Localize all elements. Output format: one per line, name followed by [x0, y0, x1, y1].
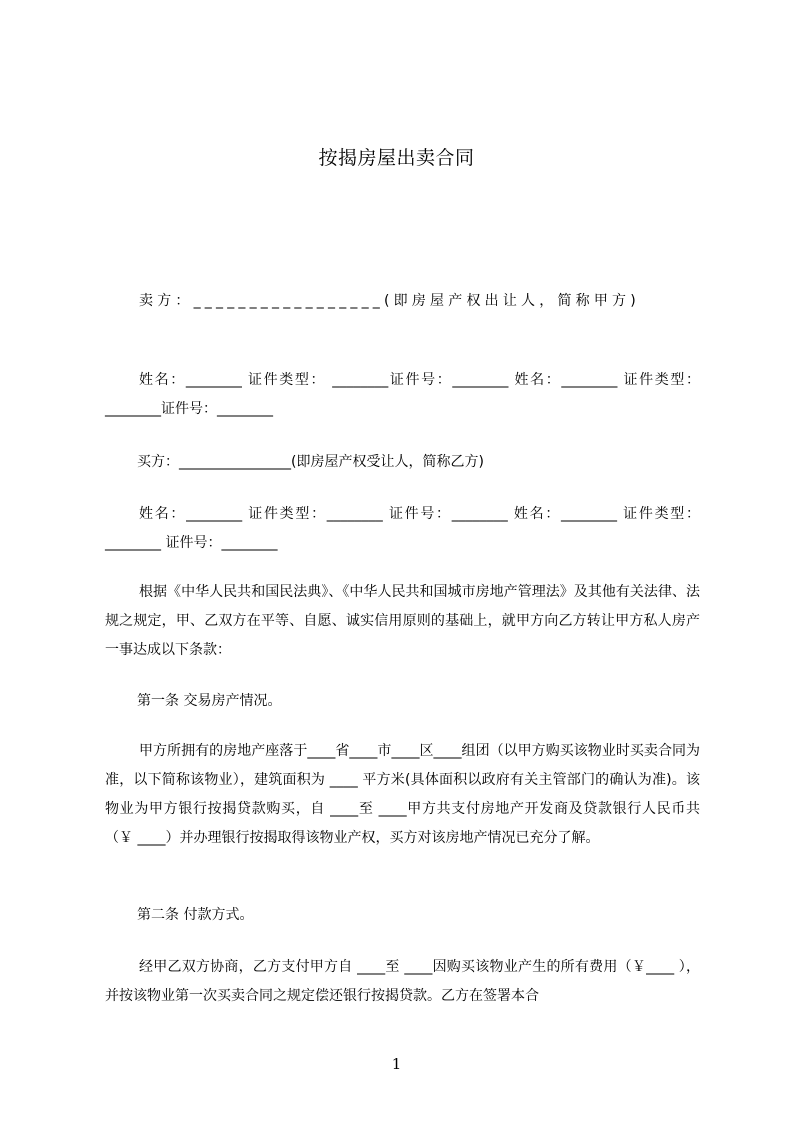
article-1-heading: 第一条 交易房产情况。 [137, 693, 282, 709]
page-number: 1 [391, 1055, 402, 1073]
buyer-id-paragraph: 姓名：________ 证件类型：________ 证件号：________ 姓名：________ 证件类型：________ 证件号：________ [105, 506, 700, 551]
seller-line: 卖方：_________________(即房屋产权出让人，简称甲方) [139, 293, 640, 309]
article-2-body: 经甲乙双方协商，乙方支付甲方自 ____至 ____因购买该物业产生的所有费用（￥____ ），并按该物业第一次买卖合同之规定偿还银行按揭贷款。乙方在签署本合 [105, 959, 700, 1004]
document-title: 按揭房屋出卖合同 [318, 147, 475, 169]
article-1-body: 甲方所拥有的房地产座落于____省____市____区____组团（以甲方购买该物业时买卖合同为准，以下简称该物业），建筑面积为 ____ 平方米(具体面积以政府有关主管部门的确认为准)。该物业为甲方银行按揭贷款购买，自 ____至 ____甲方共支付房地产开发商及贷款银行人民币共 （￥ ____）并办理银行按揭取得该物业产权，买方对该房地产情况已充分了解。 [105, 743, 700, 846]
article-2-heading: 第二条 付款方式。 [137, 907, 254, 923]
seller-id-paragraph: 姓名：________ 证件类型： ________证件号：________ 姓名：________ 证件类型： ________证件号：________ [105, 372, 700, 417]
buyer-line: 买方：________________(即房屋产权受让人，简称乙方) [137, 454, 484, 470]
preamble-paragraph: 根据《中华人民共和国民法典》、《中华人民共和国城市房地产管理法》及其他有关法律、法规之规定，甲、乙双方在平等、自愿、诚实信用原则的基础上，就甲方向乙方转让甲方私人房产一事达成以下条款： [105, 584, 700, 658]
